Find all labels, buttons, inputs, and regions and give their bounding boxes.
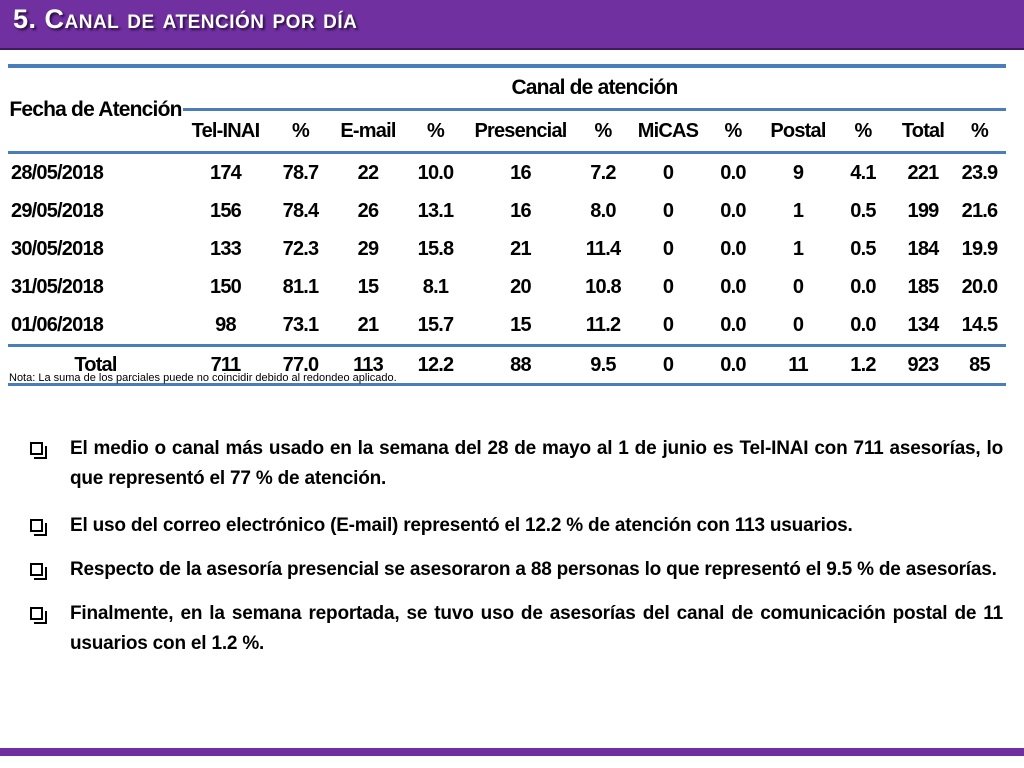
cell-total-pct: 19.9 [961,237,998,260]
checkbox-bullet-icon [30,607,43,620]
cell-postal: 9 [763,153,833,193]
title-bar [0,0,1024,50]
col-header-tel-inai: Tel-INAI [191,119,260,142]
cell-total-pct: 21.6 [961,199,998,222]
cell-micas-pct: 0.0 [703,153,763,193]
col-header-micas: MiCAS [637,119,699,142]
total-email-pct: 12.2 [403,346,468,385]
col-header-total-pct: % [971,119,988,142]
checkbox-bullet-icon [30,442,43,455]
cell-micas: 0 [662,199,674,222]
fecha-header: Fecha de Atención [8,66,183,153]
cell-email-pct: 8.1 [422,275,449,298]
cell-presencial: 16 [510,199,531,222]
cell-total: 134 [893,306,953,346]
total-tel-inai: 711 [183,346,268,385]
cell-email-pct: 13.1 [417,199,454,222]
col-header-email-pct: % [427,119,444,142]
cell-postal: 1 [792,199,804,222]
cell-tel-inai: 174 [183,153,268,193]
row-date: 28/05/2018 [8,153,183,193]
total-total: 923 [893,346,953,385]
cell-micas: 0 [633,306,703,346]
col-header-presencial-pct: % [594,119,612,142]
cell-email-pct: 10.0 [403,153,468,193]
cell-micas-pct: 0.0 [720,237,746,260]
attention-channel-table [8,64,1006,386]
cell-email: 21 [333,306,403,346]
total-micas-pct: 0.0 [703,346,763,385]
row-date: 29/05/2018 [11,199,104,222]
cell-postal: 1 [792,237,804,260]
bullet-item [28,434,1003,494]
bullet-item [28,555,1003,585]
row-date: 31/05/2018 [11,275,104,298]
cell-email: 22 [333,153,403,193]
cell-micas: 0 [662,275,674,298]
summary-bullet-list [28,434,1003,659]
cell-total-pct: 20.0 [961,275,998,298]
cell-email: 26 [357,199,379,222]
cell-tel-inai-pct: 78.7 [268,153,333,193]
cell-email: 15 [357,275,379,298]
total-label: Total [8,346,183,385]
cell-total: 185 [907,275,939,298]
table-row [8,268,1006,306]
cell-presencial: 15 [468,306,573,346]
cell-email-pct: 15.7 [403,306,468,346]
cell-postal-pct: 0.0 [833,306,893,346]
table-header-row-group [8,66,1006,110]
cell-postal-pct: 0.5 [850,237,876,260]
bullet-text: Finalmente, en la semana reportada, se tuvo uso de asesorías del canal de comunicación postal de 11 usuarios con el 1.2 %. [70,603,1003,654]
col-header-total: Total [901,119,945,142]
cell-tel-inai-pct: 78.4 [282,199,319,222]
row-date: 01/06/2018 [8,306,183,346]
slide-title: 5. Canal de atención por día [13,4,358,34]
checkbox-bullet-icon [30,563,43,576]
bullet-text: El medio o canal más usado en la semana del 28 de mayo al 1 de junio es Tel-INAI con 711 asesorías, lo que representó el 77 % de atención. [70,438,1003,489]
channel-group-header: Canal de atención [183,66,1006,110]
bullet-item [28,511,1003,541]
cell-total: 221 [893,153,953,193]
col-header-postal: Postal [770,119,826,142]
col-header-postal-pct: % [854,119,872,142]
total-micas: 0 [633,346,703,385]
bullet-text: Respecto de la asesoría presencial se asesoraron a 88 personas lo que representó el 9.5 % de asesorías. [70,559,997,580]
cell-presencial: 21 [510,237,531,260]
cell-micas-pct: 0.0 [703,306,763,346]
cell-tel-inai: 156 [210,199,241,222]
cell-tel-inai-pct: 73.1 [268,306,333,346]
cell-presencial-pct: 11.2 [573,306,633,346]
cell-total-pct: 23.9 [953,153,1006,193]
cell-tel-inai: 133 [210,237,241,260]
cell-postal-pct: 4.1 [833,153,893,193]
col-header-presencial: Presencial [474,119,567,142]
cell-micas: 0 [633,153,703,193]
cell-tel-inai: 98 [183,306,268,346]
total-total-pct: 85 [953,346,1006,385]
cell-presencial-pct: 8.0 [590,199,616,222]
cell-presencial: 20 [510,275,531,298]
bullet-item [28,599,1003,659]
total-postal: 11 [763,346,833,385]
cell-presencial-pct: 7.2 [573,153,633,193]
cell-email: 29 [357,237,379,260]
cell-email-pct: 15.8 [417,237,454,260]
col-header-tel-inai-pct: % [292,119,309,142]
checkbox-bullet-icon [30,519,43,532]
total-tel-inai-pct: 77.0 [268,346,333,385]
total-presencial-pct: 9.5 [573,346,633,385]
cell-tel-inai-pct: 72.3 [282,237,319,260]
table-row [8,306,1006,346]
table-row [8,153,1006,193]
cell-micas: 0 [662,237,674,260]
bullet-text: El uso del correo electrónico (E-mail) representó el 12.2 % de atención con 113 usuarios. [70,515,853,536]
cell-presencial: 16 [468,153,573,193]
cell-postal: 0 [763,306,833,346]
cell-tel-inai-pct: 81.1 [282,275,319,298]
cell-presencial-pct: 11.4 [585,237,621,260]
col-header-email: E-mail [340,119,396,142]
row-date: 30/05/2018 [11,237,104,260]
col-header-micas-pct: % [724,119,742,142]
total-postal-pct: 1.2 [833,346,893,385]
table-row [8,192,1006,230]
cell-total: 199 [907,199,939,222]
cell-total-pct: 14.5 [953,306,1006,346]
table-row [8,230,1006,268]
total-presencial: 88 [468,346,573,385]
cell-postal: 0 [792,275,804,298]
cell-micas-pct: 0.0 [720,199,746,222]
cell-presencial-pct: 10.8 [585,275,621,298]
footer-accent-bar [0,748,1024,756]
table-footnote: Nota: La suma de los parciales puede no coincidir debido al redondeo aplicado. [9,372,397,384]
cell-micas-pct: 0.0 [720,275,746,298]
cell-tel-inai: 150 [210,275,241,298]
total-email: 113 [333,346,403,385]
cell-postal-pct: 0.0 [850,275,876,298]
cell-total: 184 [907,237,939,260]
cell-postal-pct: 0.5 [850,199,876,222]
